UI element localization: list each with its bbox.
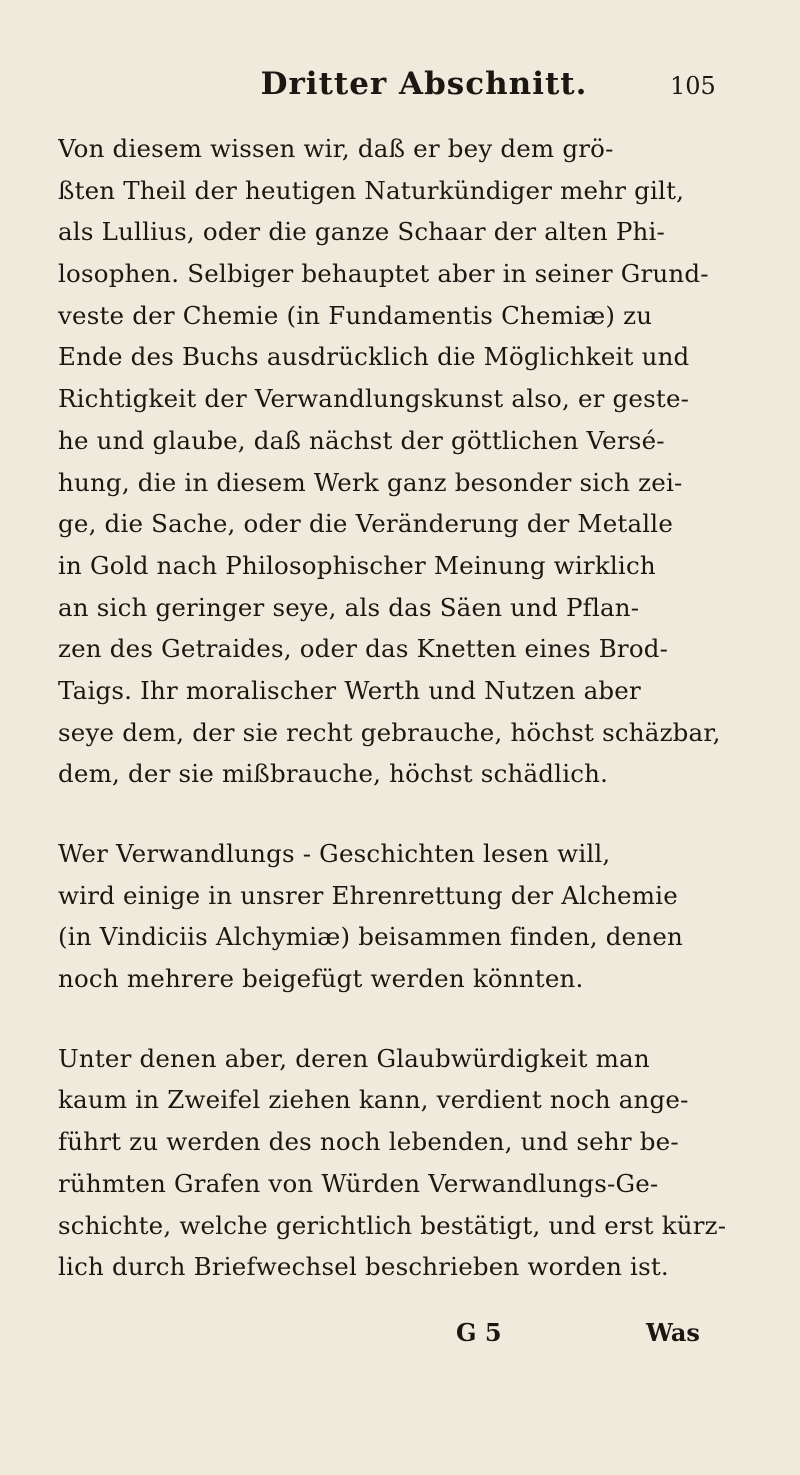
text-line: als Lullius, oder die ganze Schaar der alten Phi- <box>58 217 665 247</box>
catchword: Was <box>646 1318 700 1347</box>
text-line: dem, der sie mißbrauche, höchst schädlich. <box>58 759 609 789</box>
body-text <box>58 128 754 1288</box>
running-head: Dritter Abschnitt. <box>260 66 588 102</box>
paragraph-3 <box>58 1038 754 1288</box>
page-number: 105 <box>670 72 716 100</box>
text-line: he und glaube, daß nächst der göttlichen Versé- <box>58 425 665 455</box>
text-line: Unter denen aber, deren Glaubwürdigkeit man <box>58 1043 650 1073</box>
text-line: Wer Verwandlungs - Geschichten lesen will, <box>58 839 611 868</box>
page-footer <box>0 1318 800 1368</box>
signature-mark: G 5 <box>456 1318 502 1347</box>
text-line: noch mehrere beigefügt werden könnten. <box>58 964 584 994</box>
text-line: seye dem, der sie recht gebrauche, höchst schäzbar, <box>58 717 721 747</box>
text-line: veste der Chemie (in Fundamentis Chemiæ) zu <box>58 300 653 330</box>
paragraph-gap <box>58 1000 754 1038</box>
text-line: in Gold nach Philosophischer Meinung wirklich <box>58 550 656 580</box>
paragraph-gap <box>58 795 754 833</box>
text-line: losophen. Selbiger behauptet aber in seiner Grund- <box>58 259 709 289</box>
text-line: zen des Getraides, oder das Knetten eines Brod- <box>58 634 669 664</box>
text-line: (in Vindiciis Alchymiæ) beisammen finden, denen <box>58 922 684 952</box>
text-line: Taigs. Ihr moralischer Werth und Nutzen aber <box>58 675 641 705</box>
page-header <box>0 66 800 116</box>
text-line: führt zu werden des noch lebenden, und sehr be- <box>58 1127 679 1157</box>
paragraph-2 <box>58 833 754 1000</box>
text-line: ge, die Sache, oder die Veränderung der Metalle <box>58 509 674 539</box>
text-line: schichte, welche gerichtlich bestätigt, und erst kürz- <box>58 1210 727 1240</box>
text-line: rühmten Grafen von Würden Verwandlungs-Ge- <box>58 1168 659 1198</box>
text-line: wird einige in unsrer Ehrenrettung der Alchemie <box>58 880 678 910</box>
text-line: Ende des Buchs ausdrücklich die Möglichkeit und <box>58 342 690 372</box>
text-line: ßten Theil der heutigen Naturkündiger mehr gilt, <box>58 175 685 205</box>
text-line: kaum in Zweifel ziehen kann, verdient noch ange- <box>58 1085 689 1115</box>
text-line: Von diesem wissen wir, daß er bey dem grö- <box>58 134 614 163</box>
text-line: Richtigkeit der Verwandlungskunst also, er geste- <box>58 384 690 414</box>
text-line: an sich geringer seye, als das Säen und Pflan- <box>58 592 640 622</box>
text-line: lich durch Briefwechsel beschrieben worden ist. <box>58 1252 669 1282</box>
text-line: hung, die in diesem Werk ganz besonder sich zei- <box>58 467 683 497</box>
paragraph-1 <box>58 128 754 795</box>
